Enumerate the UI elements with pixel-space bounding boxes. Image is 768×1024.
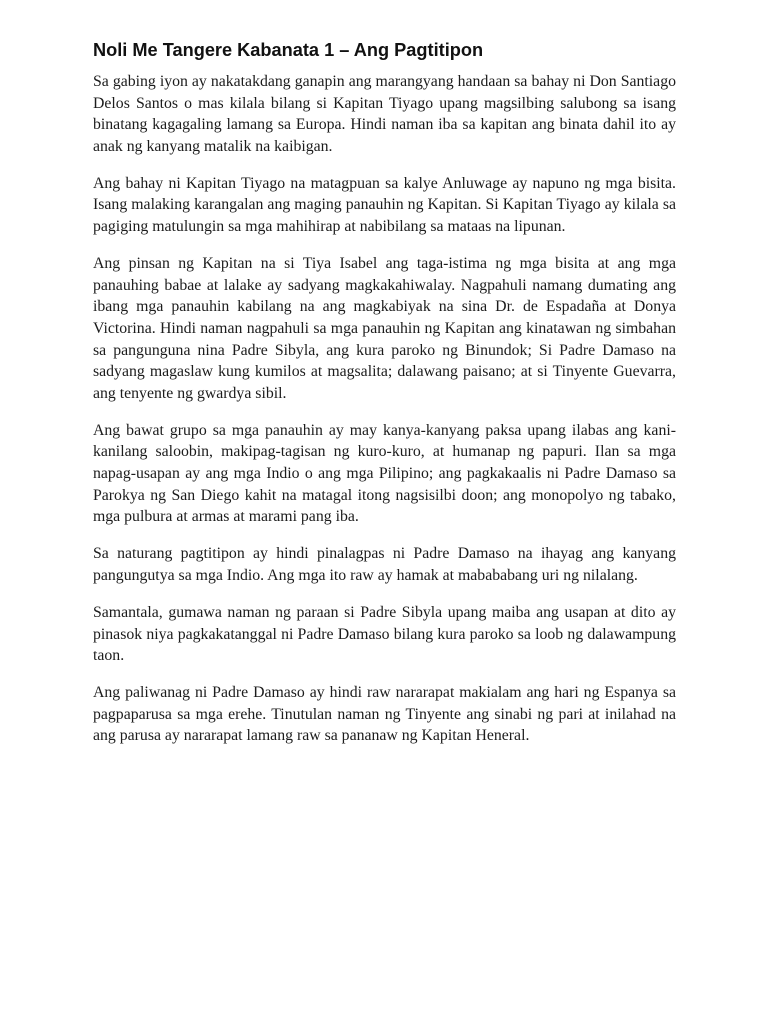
paragraph-5: Sa naturang pagtitipon ay hindi pinalagpas ni Padre Damaso na ihayag ang kanyang pangungutya sa mga Indio. Ang mga ito raw ay hamak at mabababang uri ng nilalang. (93, 545, 676, 584)
paragraph-3: Ang pinsan ng Kapitan na si Tiya Isabel ang taga-istima ng mga bisita at ang mga panauhing babae at lalake ay sadyang magkakahiwalay. Nagpahuli namang dumating ang ibang mga panauhin kabilang na ang magkabiyak na sina Dr. de Espadaña at Donya Victorina. Hindi naman nagpahuli sa mga panauhin ng Kapitan ang kinatawan ng simbahan sa pangunguna nina Padre Sibyla, ang kura paroko ng Binundok; Si Padre Damaso na sadyang magaslaw kung kumilos at magsalita; dalawang paisano; at si Tinyente Guevarra, ang tenyente ng gwardya sibil. (93, 255, 676, 402)
paragraph-6: Samantala, gumawa naman ng paraan si Padre Sibyla upang maiba ang usapan at dito ay pinasok niya pagkakatanggal ni Padre Damaso bilang kura paroko sa loob ng dalawampung taon. (93, 603, 676, 665)
paragraph-7: Ang paliwanag ni Padre Damaso ay hindi raw nararapat makialam ang hari ng Espanya sa pagpaparusa sa mga erehe. Tinutulan naman ng Tinyente ang sinabi ng pari at inilahad na ang parusa ay nararapat lamang raw sa pananaw ng Kapitan Heneral. (93, 684, 676, 745)
paragraph-1: Sa gabing iyon ay nakatakdang ganapin ang marangyang handaan sa bahay ni Don Santiago Delos Santos o mas kilala bilang si Kapitan Tiyago upang magsilbing salubong sa isang binatang kagagaling lamang sa Europa. Hindi naman iba sa kapitan ang binata dahil ito ay anak ng kanyang matalik na kaibigan. (93, 73, 676, 155)
paragraph-4: Ang bawat grupo sa mga panauhin ay may kanya-kanyang paksa upang ilabas ang kani-kanilang saloobin, makipag-tagisan ng kuro-kuro, at humanap ng papuri. Ilan sa mga napag-usapan ay ang mga Indio o ang mga Pilipino; ang pagkakaalis ni Padre Damaso sa Parokya ng San Diego kahit na matagal itong nagsisilbi doon; ang monopolyo ng tabako, mga pulbura at armas at marami pang iba. (93, 421, 676, 526)
document-title: Noli Me Tangere Kabanata 1 – Ang Pagtitipon (93, 40, 484, 60)
paragraph-2: Ang bahay ni Kapitan Tiyago na matagpuan sa kalye Anluwage ay napuno ng mga bisita. Isang malaking karangalan ang maging panauhin ng Kapitan. Si Kapitan Tiyago ay kilala sa pagiging matulungin sa mga mahihirap at nabibilang sa mataas na lipunan. (93, 174, 676, 236)
